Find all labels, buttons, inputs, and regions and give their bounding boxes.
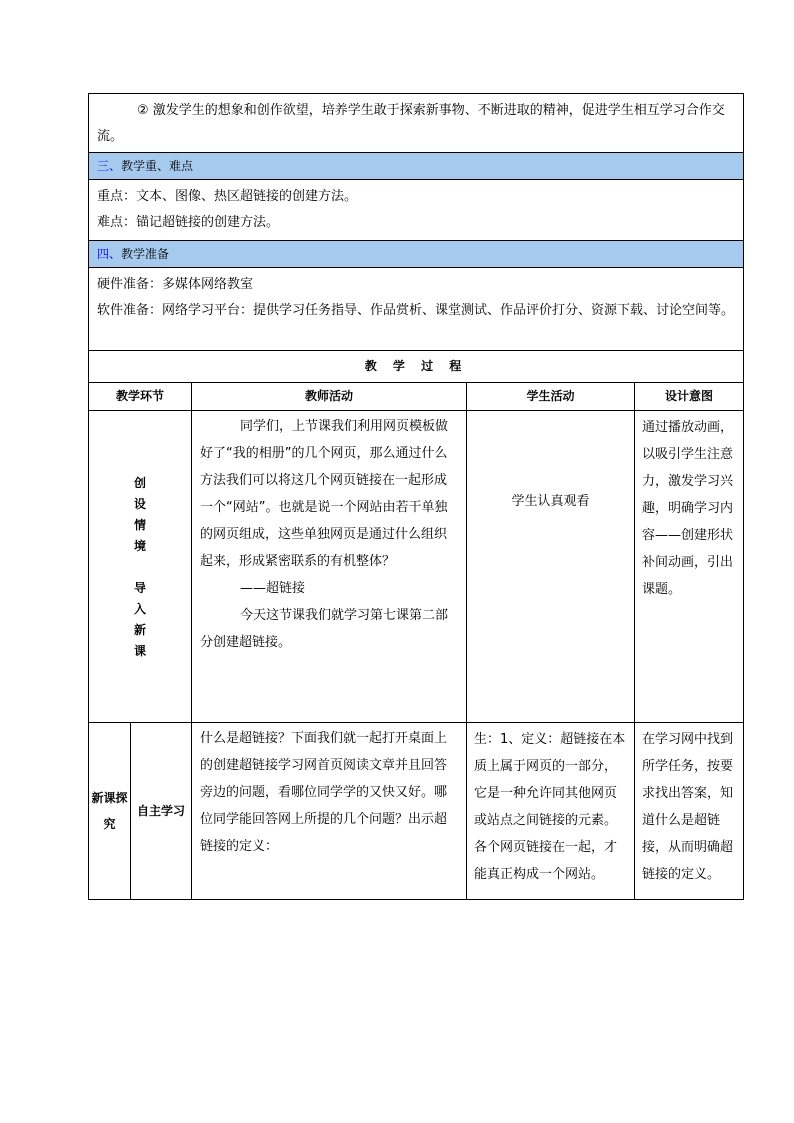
- process-header-row: [89, 383, 744, 411]
- header-stage: 教学环节: [89, 383, 192, 411]
- key-point: 重点：文本、图像、热区超链接的创建方法。: [97, 189, 358, 204]
- teacher-activity-2: 什么是超链接？下面我们就一起打开桌面上的创建超链接学习网首页阅读文章并且回答旁边的问题，看哪位同学学的又快又好。哪位同学能回答网上所提的几个问题？出示超链接的定义：: [192, 723, 467, 900]
- student-activity-1: 学生认真观看: [467, 411, 635, 723]
- design-intent-2: 在学习网中找到所学任务，按要求找出答案，知道什么是超链接，从而明确超链接的定义。: [635, 723, 744, 900]
- section4-header-row: [89, 241, 744, 268]
- section4-prefix: 四、: [97, 247, 122, 261]
- header-design: 设计意图: [635, 383, 744, 411]
- section3-prefix: 三、: [97, 159, 122, 173]
- stage-char: 新: [133, 623, 146, 637]
- objective-text: ② 激发学生的想象和创作欲望，培养学生敢于探索新事物、不断进取的精神，促进学生相互学习合作交流。: [89, 94, 744, 153]
- section4-heading: 教学准备: [121, 247, 170, 261]
- stage-intro: [89, 411, 192, 723]
- hardware-prep: 硬件准备：多媒体网络教室: [97, 277, 254, 292]
- lesson-plan-table: [88, 93, 744, 900]
- lesson-plan-page: [88, 93, 743, 900]
- teacher-paragraph: 今天这节课我们就学习第七课第二部分创建超链接。: [200, 608, 449, 650]
- section3-heading: 教学重、难点: [121, 159, 194, 173]
- process-title-row: [89, 351, 744, 383]
- section4-content-row: [89, 268, 744, 351]
- header-student: 学生活动: [467, 383, 635, 411]
- stage-new-lesson: 新课探究: [89, 723, 131, 900]
- section3-header-row: [89, 153, 744, 180]
- student-activity-2: 生：1、定义：超链接在本质上属于网页的一部分，它是一种允许同其他网页或站点之间链接的元素。各个网页链接在一起，才能真正构成一个网站。: [467, 723, 635, 900]
- stage-char: 情: [133, 518, 146, 532]
- stage-self-study: 自主学习: [131, 723, 192, 900]
- software-prep: 软件准备：网络学习平台：提供学习任务指导、作品赏析、课堂测试、作品评价打分、资源下载、讨论空间等。: [97, 303, 735, 318]
- stage-char: 入: [133, 602, 146, 616]
- stage-char: 导: [133, 581, 146, 595]
- section4-content: [89, 268, 744, 351]
- stage-char: 境: [133, 539, 146, 553]
- process-row-2: [89, 723, 744, 900]
- process-title: 教 学 过 程: [89, 351, 744, 383]
- section3-content-row: [89, 180, 744, 241]
- objective-row: [89, 94, 744, 153]
- design-intent-1: 通过播放动画，以吸引学生注意力，激发学习兴趣，明确学习内容——创建形状补间动画，引出课题。: [635, 411, 744, 723]
- teacher-paragraph: ——超链接: [240, 581, 306, 596]
- stage-char: 设: [133, 497, 146, 511]
- teacher-activity-1: [192, 411, 467, 723]
- section3-content: [89, 180, 744, 241]
- stage-gap: [89, 557, 191, 578]
- difficult-point: 难点：锚记超链接的创建方法。: [97, 215, 280, 230]
- stage-char: 创: [133, 476, 146, 490]
- process-row-1: [89, 411, 744, 723]
- teacher-paragraph: 同学们，上节课我们利用网页模板做好了“我的相册”的几个网页，那么通过什么方法我们可以将这几个网页链接在一起形成一个“网站”。也就是说一个网站由若干单独的网页组成，这些单独网页是通过什么组织起来，形成紧密联系的有机整体？: [200, 419, 449, 569]
- header-teacher: 教师活动: [192, 383, 467, 411]
- section3-header: [89, 153, 744, 180]
- section4-header: [89, 241, 744, 268]
- stage-char: 课: [133, 644, 146, 658]
